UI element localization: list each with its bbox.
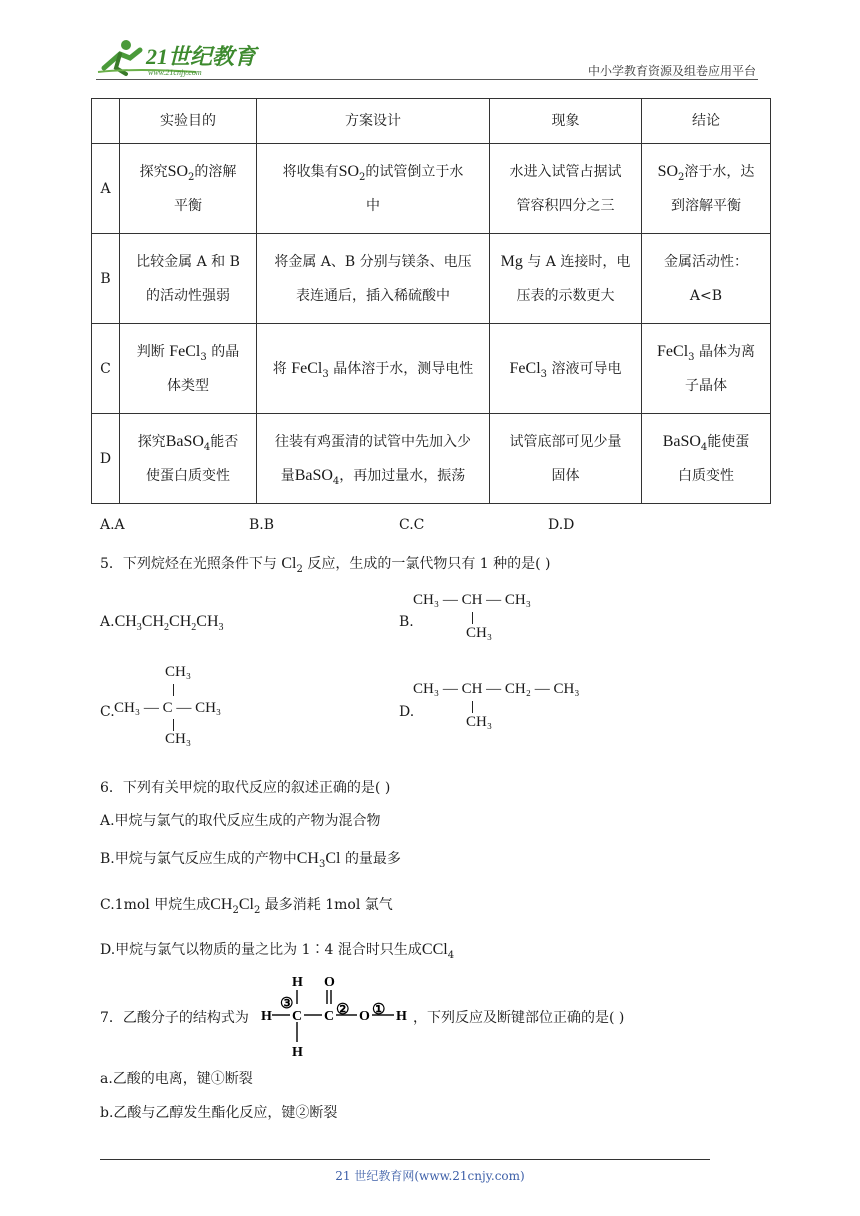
- phenomenon-cell: FeCl$_3$ 溶液可导电: [490, 324, 642, 414]
- q7-option-b: b.乙酸与乙醇发生酯化反应，键②断裂: [100, 1105, 338, 1121]
- phenomenon-cell: 水进入试管占据试 管容积四分之三: [490, 144, 642, 234]
- design-cell: 往装有鸡蛋清的试管中先加入少 量BaSO$_4$，再加过量水，振荡: [257, 414, 490, 504]
- bond-marker-3: ③: [280, 996, 294, 1012]
- conclusion-cell: 金属活动性： A<B: [642, 234, 771, 324]
- purpose-cell: 探究$SO_2$的溶解 平衡: [120, 144, 257, 234]
- row-label: B: [92, 234, 120, 324]
- q4-option-b: B.B: [249, 517, 275, 533]
- table-header-cell: [92, 99, 120, 144]
- q4-option-c: C.C: [399, 517, 425, 533]
- row-label: D: [92, 414, 120, 504]
- phenomenon-cell: 试管底部可见少量 固体: [490, 414, 642, 504]
- bond-line: [173, 719, 174, 731]
- q6-stem: 6．下列有关甲烷的取代反应的叙述正确的是( ): [100, 780, 391, 796]
- header-platform-text: 中小学教育资源及组卷应用平台: [587, 64, 756, 78]
- atom-h-top: H: [292, 975, 303, 990]
- header-divider: [96, 79, 758, 80]
- q4-option-d: D.D: [548, 517, 575, 533]
- conclusion-cell: FeCl$_3$ 晶体为离 子晶体: [642, 324, 771, 414]
- atom-h-bottom: H: [292, 1045, 303, 1060]
- purpose-cell: 判断 FeCl$_3$ 的晶 体类型: [120, 324, 257, 414]
- q5-option-b-label: B.: [399, 614, 414, 630]
- phenomenon-cell: Mg 与 A 连接时，电 压表的示数更大: [490, 234, 642, 324]
- purpose-cell: 探究BaSO$_4$能否 使蛋白质变性: [120, 414, 257, 504]
- q5-option-c-main: CH₃ — C — CH₃: [114, 700, 222, 716]
- table-row: [92, 414, 771, 504]
- design-cell: 将收集有$SO_2$的试管倒立于水 中: [257, 144, 490, 234]
- table-header-cell: 结论: [642, 99, 771, 144]
- atom-h-right: H: [396, 1009, 407, 1024]
- table-header-row: [92, 99, 771, 144]
- q5-option-c-bottom: CH₃: [165, 731, 192, 747]
- atom-o: O: [359, 1009, 370, 1024]
- purpose-cell: 比较金属 A 和 B 的活动性强弱: [120, 234, 257, 324]
- conclusion-cell: $SO_2$溶于水，达 到溶解平衡: [642, 144, 771, 234]
- atom-o-top: O: [324, 975, 335, 990]
- atom-c2: C: [324, 1009, 335, 1024]
- bond-marker-1: ①: [372, 1002, 386, 1018]
- q5-option-d-label: D.: [399, 704, 415, 720]
- q6-option-d: D.甲烷与氯气以物质的量之比为 1∶4 混合时只生成CCl$_4$: [100, 941, 455, 961]
- acetic-acid-structure: [258, 970, 413, 1062]
- design-cell: 将金属 A、B 分别与镁条、电压 表连通后，插入稀硫酸中: [257, 234, 490, 324]
- q7-option-a: a.乙酸的电离，键①断裂: [100, 1071, 253, 1087]
- q5-option-b-branch: CH₃: [466, 625, 493, 641]
- footer-divider: [100, 1159, 710, 1160]
- table-row: [92, 234, 771, 324]
- q5-option-b-main-chain: CH₃ — CH — CH₃: [413, 592, 531, 608]
- q5-stem: 5．下列烷烃在光照条件下与 $Cl_2$ 反应，生成的一氯代物只有 1 种的是( ): [100, 555, 551, 575]
- q5-option-d-main-chain: CH₃ — CH — CH₂ — CH₃: [413, 681, 580, 697]
- row-label: C: [92, 324, 120, 414]
- table-header-cell: 现象: [490, 99, 642, 144]
- table-header-cell: 实验目的: [120, 99, 257, 144]
- site-logo: [96, 38, 266, 80]
- q6-option-c: C.1mol 甲烷生成$CH_2Cl_2$ 最多消耗 1mol 氯气: [100, 896, 393, 916]
- q6-option-a: A.甲烷与氯气的取代反应生成的产物为混合物: [100, 813, 381, 829]
- bond-line: [472, 612, 473, 624]
- atom-c1: C: [292, 1009, 303, 1024]
- row-label: A: [92, 144, 120, 234]
- atom-h-left: H: [261, 1009, 272, 1024]
- conclusion-cell: BaSO$_4$能使蛋 白质变性: [642, 414, 771, 504]
- design-cell: 将 FeCl$_3$ 晶体溶于水，测导电性: [257, 324, 490, 414]
- table-header-cell: 方案设计: [257, 99, 490, 144]
- q5-option-c-label: C.: [100, 704, 115, 720]
- table-row: [92, 324, 771, 414]
- bond-line: [173, 684, 174, 696]
- q4-option-a: A.A: [100, 517, 125, 533]
- table-row: [92, 144, 771, 234]
- experiment-table: [91, 98, 771, 504]
- q5-option-c-top: CH₃: [165, 664, 192, 680]
- q6-option-b: B.甲烷与氯气反应生成的产物中$CH_3Cl$ 的量最多: [100, 850, 401, 870]
- footer-link[interactable]: 21 世纪教育网(www.21cnjy.com): [335, 1169, 525, 1183]
- q7-stem-b: ，下列反应及断键部位正确的是( ): [413, 1010, 625, 1026]
- logo-url: www.21cnjy.com: [148, 68, 202, 77]
- q7-stem-a: 7．乙酸分子的结构式为: [100, 1010, 249, 1026]
- bond-marker-2: ②: [336, 1002, 350, 1018]
- logo-text: 21世纪教育: [146, 44, 257, 69]
- q5-option-a: $A.CH_3CH_2CH_2CH_3$: [100, 613, 224, 633]
- bond-line: [472, 701, 473, 713]
- q5-option-d-branch: CH₃: [466, 714, 493, 730]
